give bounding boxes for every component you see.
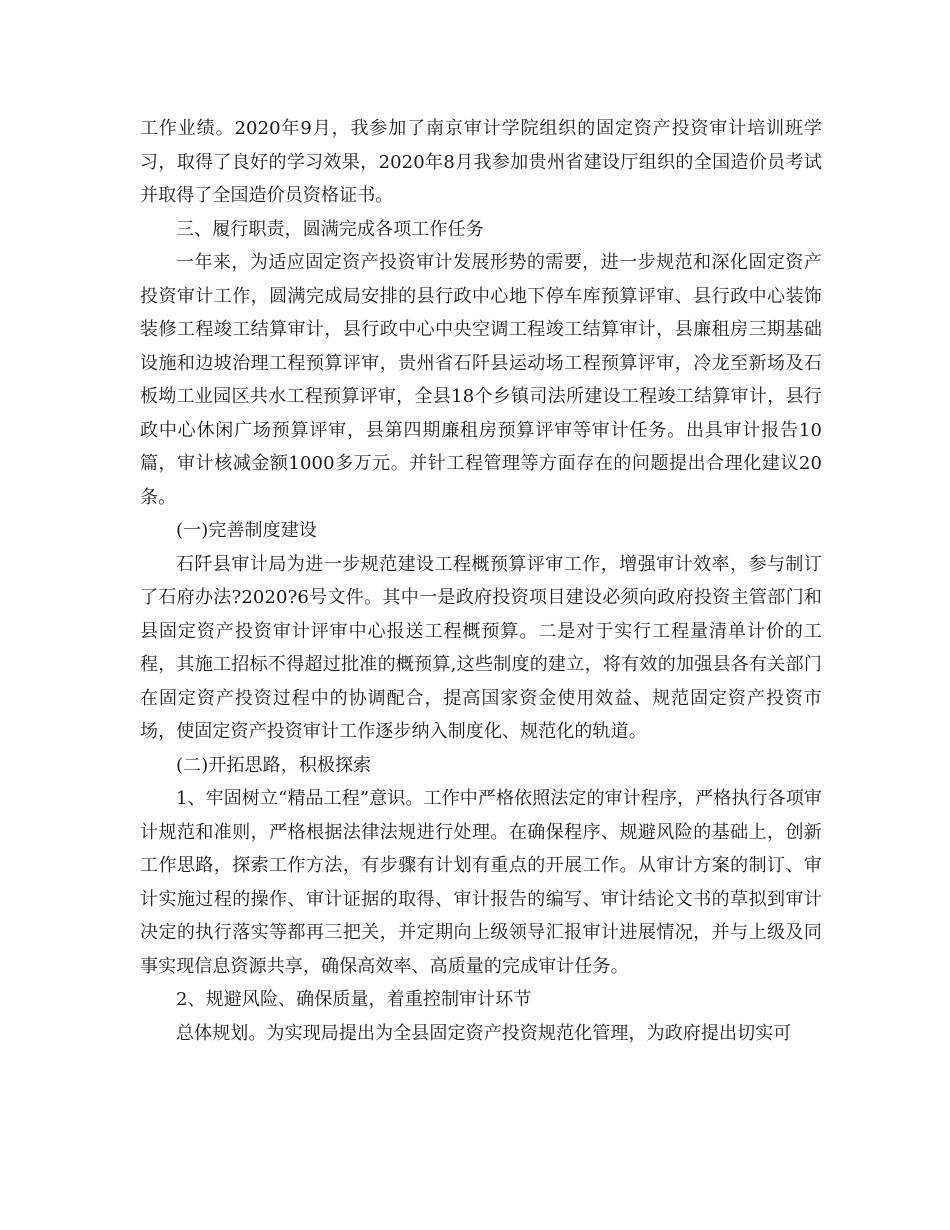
paragraph-work-achievements: 工作业绩。2020年9月，我参加了南京审计学院组织的固定资产投资审计培训班学习，取得了良好的学习效果，2020年8月我参加贵州省建设厅组织的全国造价员考试并取得了全国造价员资格证书。 (140, 118, 822, 206)
subheading-system-building: (一)完善制度建设 (176, 520, 317, 541)
subheading-risk-control: 2、规避风险、确保质量，着重控制审计环节 (176, 989, 532, 1010)
document-body (140, 112, 822, 1050)
paragraph-system-building: 石阡县审计局为进一步规范建设工程概预算评审工作，增强审计效率，参与制订了石府办法?2020?6号文件。其中一是政府投资项目建设必须向政府投资主管部门和县固定资产投资审计评审中心报送工程概预算。二是对于实行工程量清单计价的工程，其施工招标不得超过批准的概预算,这些制度的建立，将有效的加强县各有关部门在固定资产投资过程中的协调配合，提高国家资金使用效益、规范固定资产投资市场，使固定资产投资审计工作逐步纳入制度化、规范化的轨道。 (140, 553, 822, 742)
section-heading-duties: 三、履行职责，圆满完成各项工作任务 (176, 218, 484, 240)
paragraph-overall-planning: 总体规划。为实现局提出为全县固定资产投资规范化管理，为政府提出切实可 (176, 1022, 792, 1044)
paragraph-quality-awareness: 1、牢固树立“精品工程”意识。工作中严格依照法定的审计程序，严格执行各项审计规范和准则，严格根据法律法规进行处理。在确保程序、规避风险的基础上，创新工作思路，探索工作方法，有步骤有计划有重点的开展工作。从审计方案的制订、审计实施过程的操作、审计证据的取得、审计报告的编写、审计结论文书的草拟到审计决定的执行落实等都再三把关，并定期向上级领导汇报审计进展情况，并与上级及同事实现信息资源共享，确保高效率、高质量的完成审计任务。 (140, 788, 822, 977)
subheading-exploration: (二)开拓思路，积极探索 (176, 754, 372, 776)
paragraph-year-summary: 一年来，为适应固定资产投资审计发展形势的需要，进一步规范和深化固定资产投资审计工作，圆满完成局安排的县行政中心地下停车库预算评审、县行政中心装饰装修工程竣工结算审计，县行政中心中央空调工程竣工结算审计，县廉租房三期基础设施和边坡治理工程预算评审，贵州省石阡县运动场工程预算评审，冷龙至新场及石板坳工业园区共水工程预算评审，全县18个乡镇司法所建设工程竣工结算审计，县行政中心休闲广场预算评审，县第四期廉租房预算评审等审计任务。出具审计报告10篇，审计核减金额1000多万元。并针工程管理等方面存在的问题提出合理化建议20条。 (140, 252, 822, 508)
